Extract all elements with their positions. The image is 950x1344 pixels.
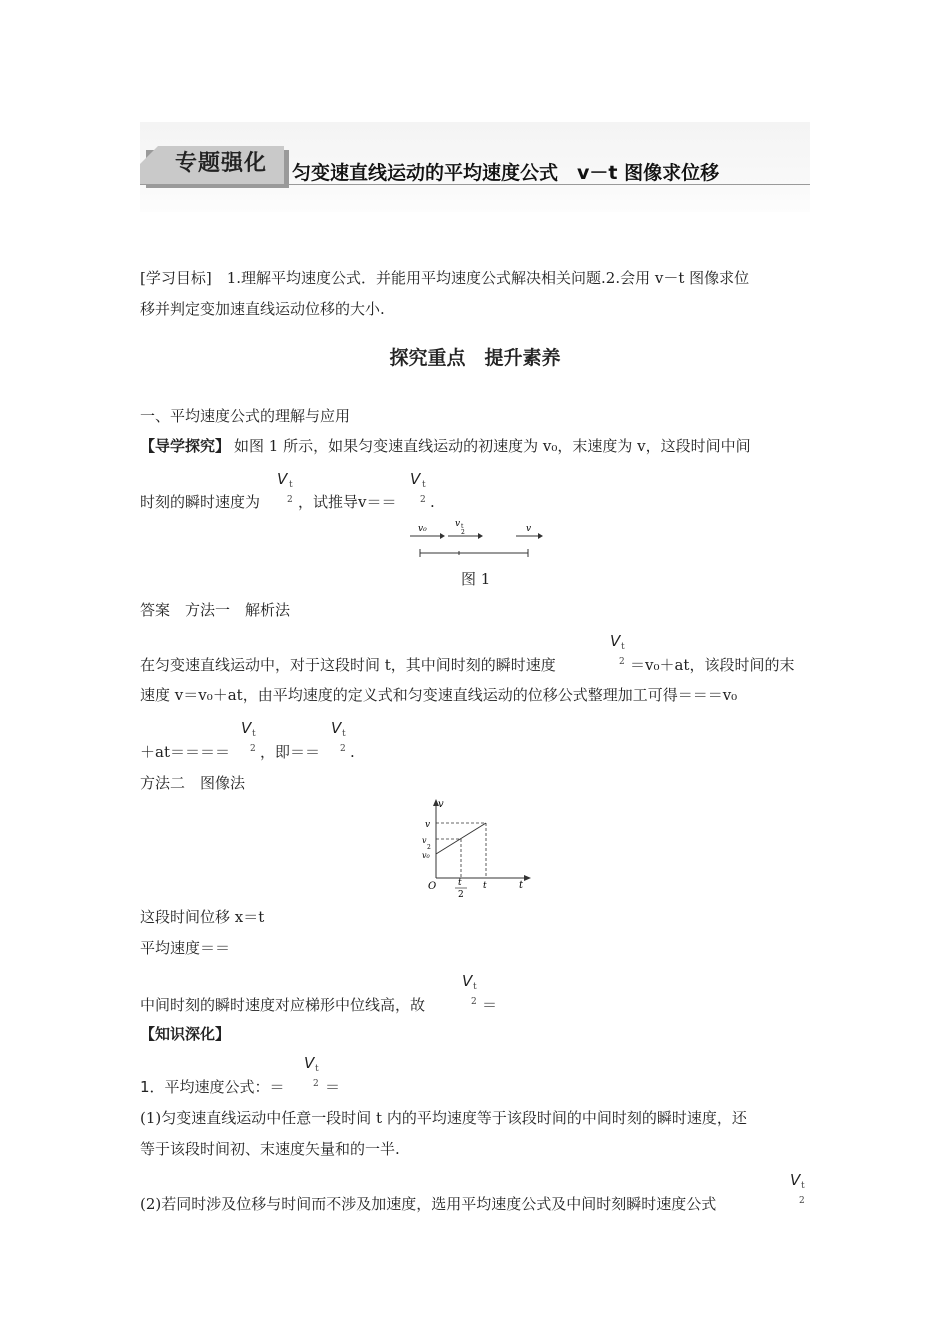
guide-text-2b: ，试推导v＝＝ [298,493,397,511]
heading-average-velocity: 一、平均速度公式的理解与应用 [140,407,351,425]
frac-2: 2 [471,997,477,1007]
method2-line-3b: ＝ [482,996,498,1014]
frac-v: V [610,632,621,650]
graph-tick-2: 2 [458,890,464,900]
fig1-label-vmid: v [455,519,461,529]
graph-axis-v: v [438,799,444,810]
guide-text-2a: 时刻的瞬时速度为 [140,493,261,511]
graph-axis-t: t [519,880,524,891]
answer-p2: 速度 v＝v₀＋at，由平均速度的定义式和匀变速直线运动的位移公式整理加工可得＝＝＝v₀ [140,686,738,704]
graph-label-v: v [425,820,431,830]
graph-label-vmid-2: 2 [427,844,431,851]
answer-heading: 答案 方法一 解析法 [140,601,291,619]
frac-2: 2 [313,1079,319,1089]
graph-label-v0: v₀ [422,851,430,860]
fig1-label-v0: v₀ [418,524,427,534]
method2-line-2: 平均速度＝＝ [140,939,231,957]
answer-p3a: ＋at＝＝＝＝ [140,743,230,761]
guide-text-2c: . [430,493,435,511]
frac-2: 2 [420,495,426,505]
frac-2: 2 [340,744,346,754]
graph-tick-t-half: t [458,878,462,888]
frac-v: V [241,719,252,737]
answer-p3b: ，即＝＝ [260,743,321,761]
knowledge-item-1b: ＝ [325,1078,341,1096]
frac-2: 2 [250,744,256,754]
frac-t: t [801,1181,805,1191]
figure-1-caption: 图 1 [461,570,491,588]
frac-t: t [289,480,293,490]
method2-line-3a: 中间时刻的瞬时速度对应梯形中位线高，故 [140,996,426,1014]
knowledge-label: 【知识深化】 [140,1025,231,1043]
banner-divider [140,184,810,185]
page-title: 匀变速直线运动的平均速度公式 v－t 图像求位移 [292,162,720,184]
frac-t: t [342,729,346,739]
frac-2: 2 [799,1196,805,1206]
knowledge-p1a: (1)匀变速直线运动中任意一段时间 t 内的平均速度等于该段时间的中间时刻的瞬时速度，还 [140,1109,747,1127]
method2-heading: 方法二 图像法 [140,774,246,792]
frac-t: t [621,642,625,652]
frac-v: V [462,972,473,990]
objectives-line-1: [学习目标] 1.理解平均速度公式．并能用平均速度公式解决相关问题.2.会用 v－t 图像求位 [140,269,750,287]
graph-label-vmid: v [422,836,427,845]
frac-v: V [331,719,342,737]
answer-p1b: ＝v₀＋at，该段时间的末 [630,656,795,674]
answer-p1a: 在匀变速直线运动中，对于这段时间 t，其中间时刻的瞬时速度 [140,656,556,674]
frac-v: V [410,470,421,488]
fig1-sub-t: t [461,523,464,530]
frac-t: t [473,982,477,992]
v-t-graph [418,796,533,904]
frac-2: 2 [619,657,625,667]
section-title: 探究重点 提升素养 [389,347,561,369]
knowledge-p1b: 等于该段时间初、末速度矢量和的一半. [140,1140,400,1158]
fig1-label-v: v [526,524,532,534]
figure-1-diagram [400,512,550,562]
method2-line-1: 这段时间位移 x＝t [140,908,265,926]
frac-v: V [304,1054,315,1072]
frac-2: 2 [287,495,293,505]
graph-origin: O [428,881,437,892]
frac-t: t [422,480,426,490]
objectives-line-2: 移并判定变加速直线运动位移的大小. [140,300,385,318]
graph-tick-t: t [483,881,487,891]
frac-v: V [277,470,288,488]
fig1-sub-2: 2 [461,529,465,536]
tag-label: 专题强化 [175,151,268,176]
knowledge-p2: (2)若同时涉及位移与时间而不涉及加速度，选用平均速度公式及中间时刻瞬时速度公式 [140,1195,717,1213]
frac-t: t [252,729,256,739]
guide-text-1: 如图 1 所示，如果匀变速直线运动的初速度为 v₀，末速度为 v，这段时间中间 [234,437,751,455]
frac-v: V [790,1171,801,1189]
frac-t: t [315,1064,319,1074]
answer-p3c: . [350,743,355,761]
guide-label: 【导学探究】 [140,437,231,455]
knowledge-item-1a: 1．平均速度公式：＝ [140,1078,285,1096]
